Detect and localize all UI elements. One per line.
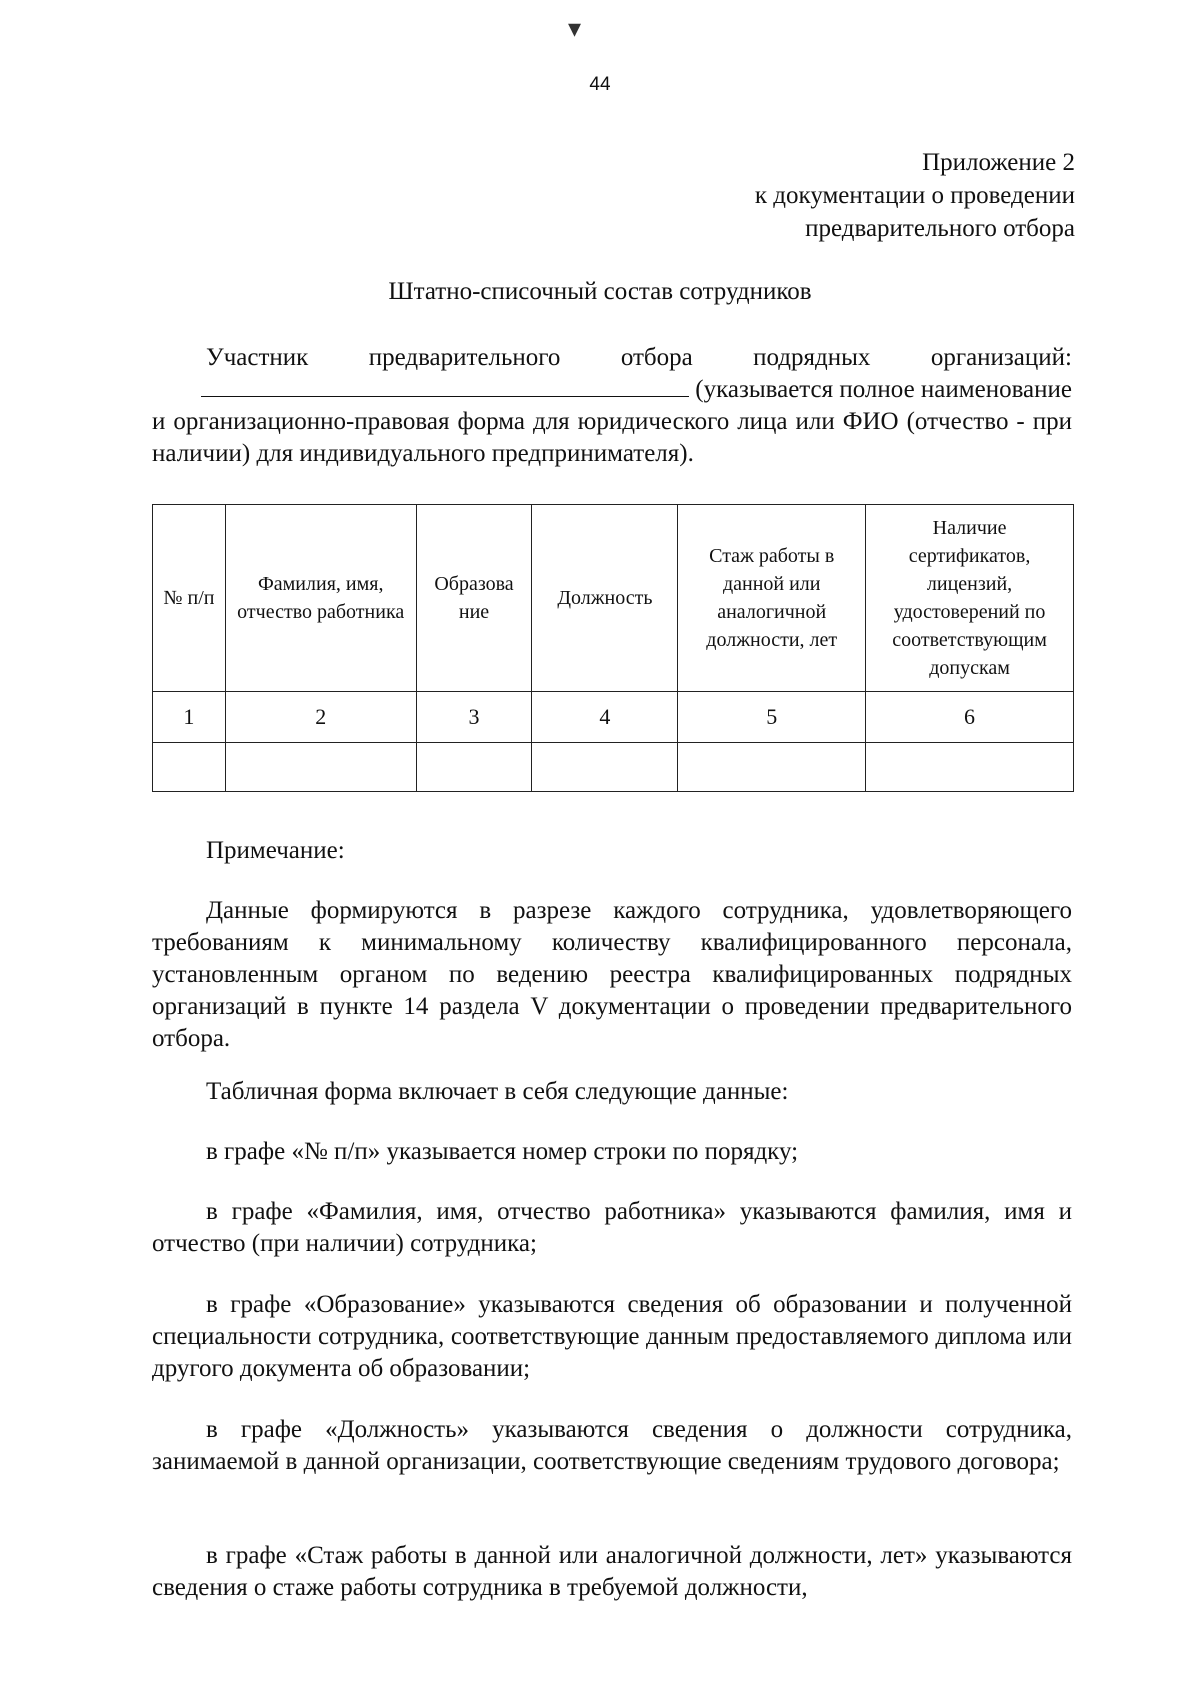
participant-line-2 — [152, 374, 1072, 406]
table-cell — [225, 743, 416, 792]
note-paragraph: Данные формируются в разрезе каждого сотрудника, удовлетворяющего требованиям к минимальному количеству квалифицированного персонала, установленным органом по ведению реестра квалифицированных подрядных организаций в пункте 14 раздела V документации о проведении предварительного отбора. — [152, 897, 1073, 1052]
table-cell — [532, 743, 678, 792]
participant-line-1: Участник предварительного отбора подрядных организаций: — [206, 344, 1072, 371]
table-cell: 3 — [416, 692, 532, 743]
table-header-cell: Стаж работы в данной или аналогичной должности, лет — [678, 505, 866, 692]
note-label: Примечание: — [206, 837, 345, 864]
staff-table — [152, 504, 1074, 792]
column-description-3: в графе «Образование» указываются сведения об образовании и полученной специальности сотрудника, соответствующие данным предоставляемого диплома или другого документа об образовании; — [152, 1291, 1072, 1382]
blank-fill-line — [201, 376, 689, 397]
appendix-line-2: к документации о проведении — [754, 182, 1075, 209]
table-header-cell: Образова ние — [416, 505, 532, 692]
table-header-cell: Наличие сертификатов, лицензий, удостоверений по соответствующим допускам — [866, 505, 1074, 692]
column-description-4: в графе «Должность» указываются сведения о должности сотрудника, занимаемой в данной организации, соответствующие сведениям трудового договора; — [152, 1416, 1072, 1475]
table-header-row — [153, 505, 1074, 692]
appendix-line-3: предварительного отбора — [805, 215, 1075, 242]
table-cell — [678, 743, 866, 792]
table-cell: 5 — [678, 692, 866, 743]
participant-rest: и организационно-правовая форма для юридического лица или ФИО (отчество - при наличии) для индивидуального предпринимателя). — [152, 408, 1072, 467]
table-row — [153, 743, 1074, 792]
table-cell: 2 — [225, 692, 416, 743]
form-intro-paragraph: Табличная форма включает в себя следующие данные: — [206, 1078, 789, 1105]
column-description-5: в графе «Стаж работы в данной или аналогичной должности, лет» указываются сведения о стаже работы сотрудника в требуемой должности, — [152, 1542, 1072, 1601]
page-number: 44 — [589, 74, 611, 95]
table-cell — [866, 743, 1074, 792]
table-number-row — [153, 692, 1074, 743]
table-header-cell: Фамилия, имя, отчество работника — [225, 505, 416, 692]
table-cell: 1 — [153, 692, 226, 743]
participant-hint: (указывается полное наименование — [695, 376, 1072, 403]
table-cell: 4 — [532, 692, 678, 743]
document-title: Штатно-списочный состав сотрудников — [388, 278, 812, 305]
table-header-cell: Должность — [532, 505, 678, 692]
table-cell — [416, 743, 532, 792]
scan-artifact-icon: ▾ — [568, 14, 582, 43]
column-description-2: в графе «Фамилия, имя, отчество работника» указываются фамилия, имя и отчество (при наличии) сотрудника; — [152, 1198, 1072, 1257]
table-cell — [153, 743, 226, 792]
table-header-cell: № п/п — [153, 505, 226, 692]
appendix-header — [755, 146, 1075, 245]
column-description-1: в графе «№ п/п» указывается номер строки по порядку; — [206, 1138, 799, 1165]
appendix-line-1: Приложение 2 — [922, 149, 1075, 176]
table-cell: 6 — [866, 692, 1074, 743]
